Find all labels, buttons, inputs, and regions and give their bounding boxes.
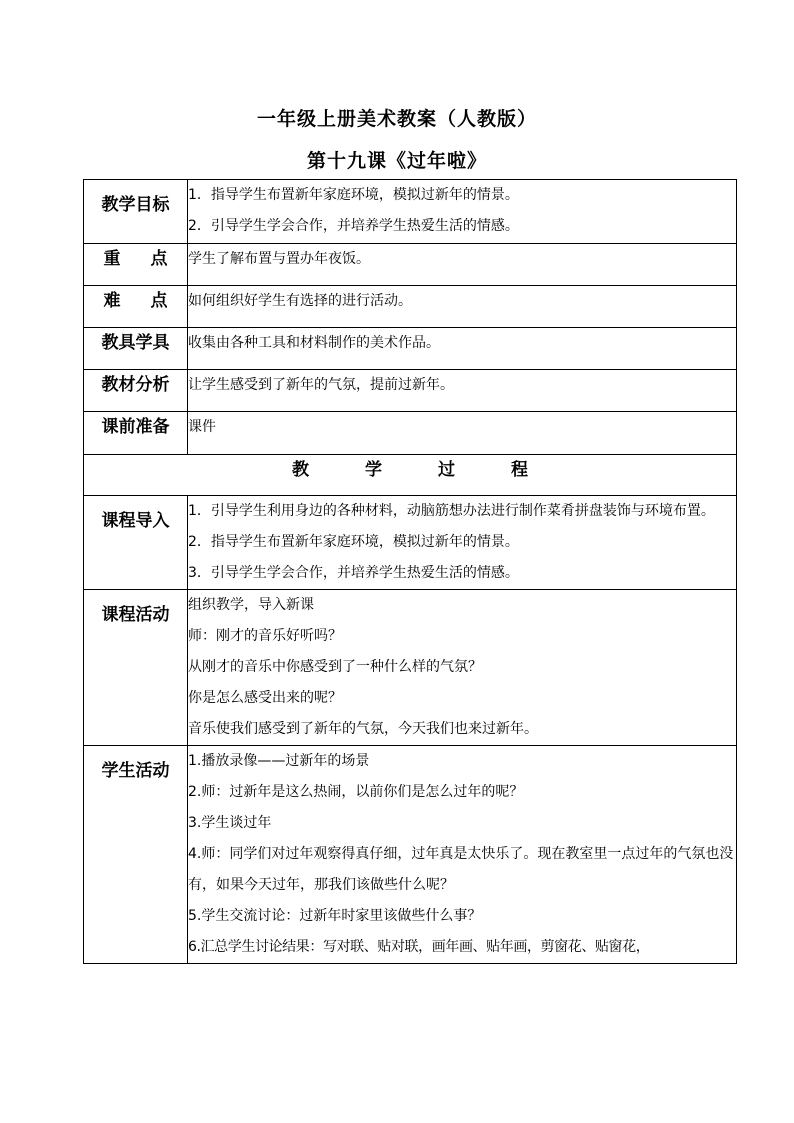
lesson-plan-table <box>83 179 737 964</box>
activity-line-2: 师：刚才的音乐好听吗？ <box>188 628 342 644</box>
table-row-prep <box>84 412 737 455</box>
table-row-activity <box>84 590 737 746</box>
table-row-tools <box>84 328 737 370</box>
student-content <box>188 746 737 964</box>
activity-label: 课程活动 <box>84 590 188 746</box>
student-line-2: 2.师：过新年是这么热闹，以前你们是怎么过年的呢？ <box>188 784 524 800</box>
teaching-process-header <box>84 455 737 496</box>
activity-line-4: 你是怎么感受出来的呢？ <box>188 690 342 706</box>
table-row-analysis <box>84 370 737 412</box>
student-line-1: 1.播放录像——过新年的场景 <box>188 753 370 769</box>
analysis-content: 让学生感受到了新年的气氛，提前过新年。 <box>188 370 737 412</box>
table-row-difficulty <box>84 286 737 328</box>
student-line-3: 3.学生谈过年 <box>188 815 272 831</box>
activity-line-3: 从刚才的音乐中你感受到了一种什么样的气氛？ <box>188 659 482 675</box>
difficulty-label-a: 难 <box>103 291 121 311</box>
activity-line-1: 组织教学，导入新课 <box>188 597 314 613</box>
intro-line-3: 3．引导学生学会合作，并培养学生热爱生活的情感。 <box>188 565 519 581</box>
tools-content: 收集由各种工具和材料制作的美术作品。 <box>188 328 737 370</box>
student-line-5: 5.学生交流讨论：过新年时家里该做些什么事？ <box>188 908 482 924</box>
section-char-4: 程 <box>511 460 528 480</box>
student-line-6: 6.汇总学生讨论结果：写对联、贴对联，画年画、贴年画，剪窗花、贴窗花， <box>188 939 650 955</box>
table-row-section-header <box>84 455 737 496</box>
tools-label: 教具学具 <box>84 328 188 370</box>
intro-label: 课程导入 <box>84 496 188 590</box>
goals-content <box>188 180 737 244</box>
difficulty-label <box>84 286 188 328</box>
intro-line-2: 2．指导学生布置新年家庭环境，模拟过新年的情景。 <box>188 534 519 550</box>
section-char-1: 教 <box>292 460 309 480</box>
lesson-title: 第十九课《过年啦》 <box>306 150 487 172</box>
table-row-key-point <box>84 244 737 286</box>
goals-line-2: 2．引导学生学会合作，并培养学生热爱生活的情感。 <box>188 218 519 234</box>
table-row-student <box>84 746 737 964</box>
difficulty-label-b: 点 <box>150 291 168 311</box>
key-point-label-b: 点 <box>150 249 168 269</box>
section-char-2: 学 <box>365 460 382 480</box>
activity-content <box>188 590 737 746</box>
activity-line-5: 音乐使我们感受到了新年的气氛，今天我们也来过新年。 <box>188 721 538 737</box>
difficulty-content: 如何组织好学生有选择的进行活动。 <box>188 286 737 328</box>
intro-content <box>188 496 737 590</box>
intro-line-1: 1．引导学生利用身边的各种材料，动脑筋想办法进行制作菜肴拼盘装饰与环境布置。 <box>188 503 715 519</box>
document-title: 一年级上册美术教案（人教版） <box>256 108 537 130</box>
key-point-content: 学生了解布置与置办年夜饭。 <box>188 244 737 286</box>
table-row-intro <box>84 496 737 590</box>
table-row-goals <box>84 180 737 244</box>
key-point-label-a: 重 <box>103 249 121 269</box>
analysis-label: 教材分析 <box>84 370 188 412</box>
goals-line-1: 1．指导学生布置新年家庭环境，模拟过新年的情景。 <box>188 187 519 203</box>
prep-content: 课件 <box>188 412 737 455</box>
student-line-4: 4.师：同学们对过年观察得真仔细，过年真是太快乐了。现在教室里一点过年的气氛也没有，如果今天过年，那我们该做些什么呢？ <box>188 846 734 893</box>
section-char-3: 过 <box>438 460 455 480</box>
student-label: 学生活动 <box>84 746 188 964</box>
goals-label: 教学目标 <box>84 180 188 244</box>
key-point-label <box>84 244 188 286</box>
prep-label: 课前准备 <box>84 412 188 455</box>
